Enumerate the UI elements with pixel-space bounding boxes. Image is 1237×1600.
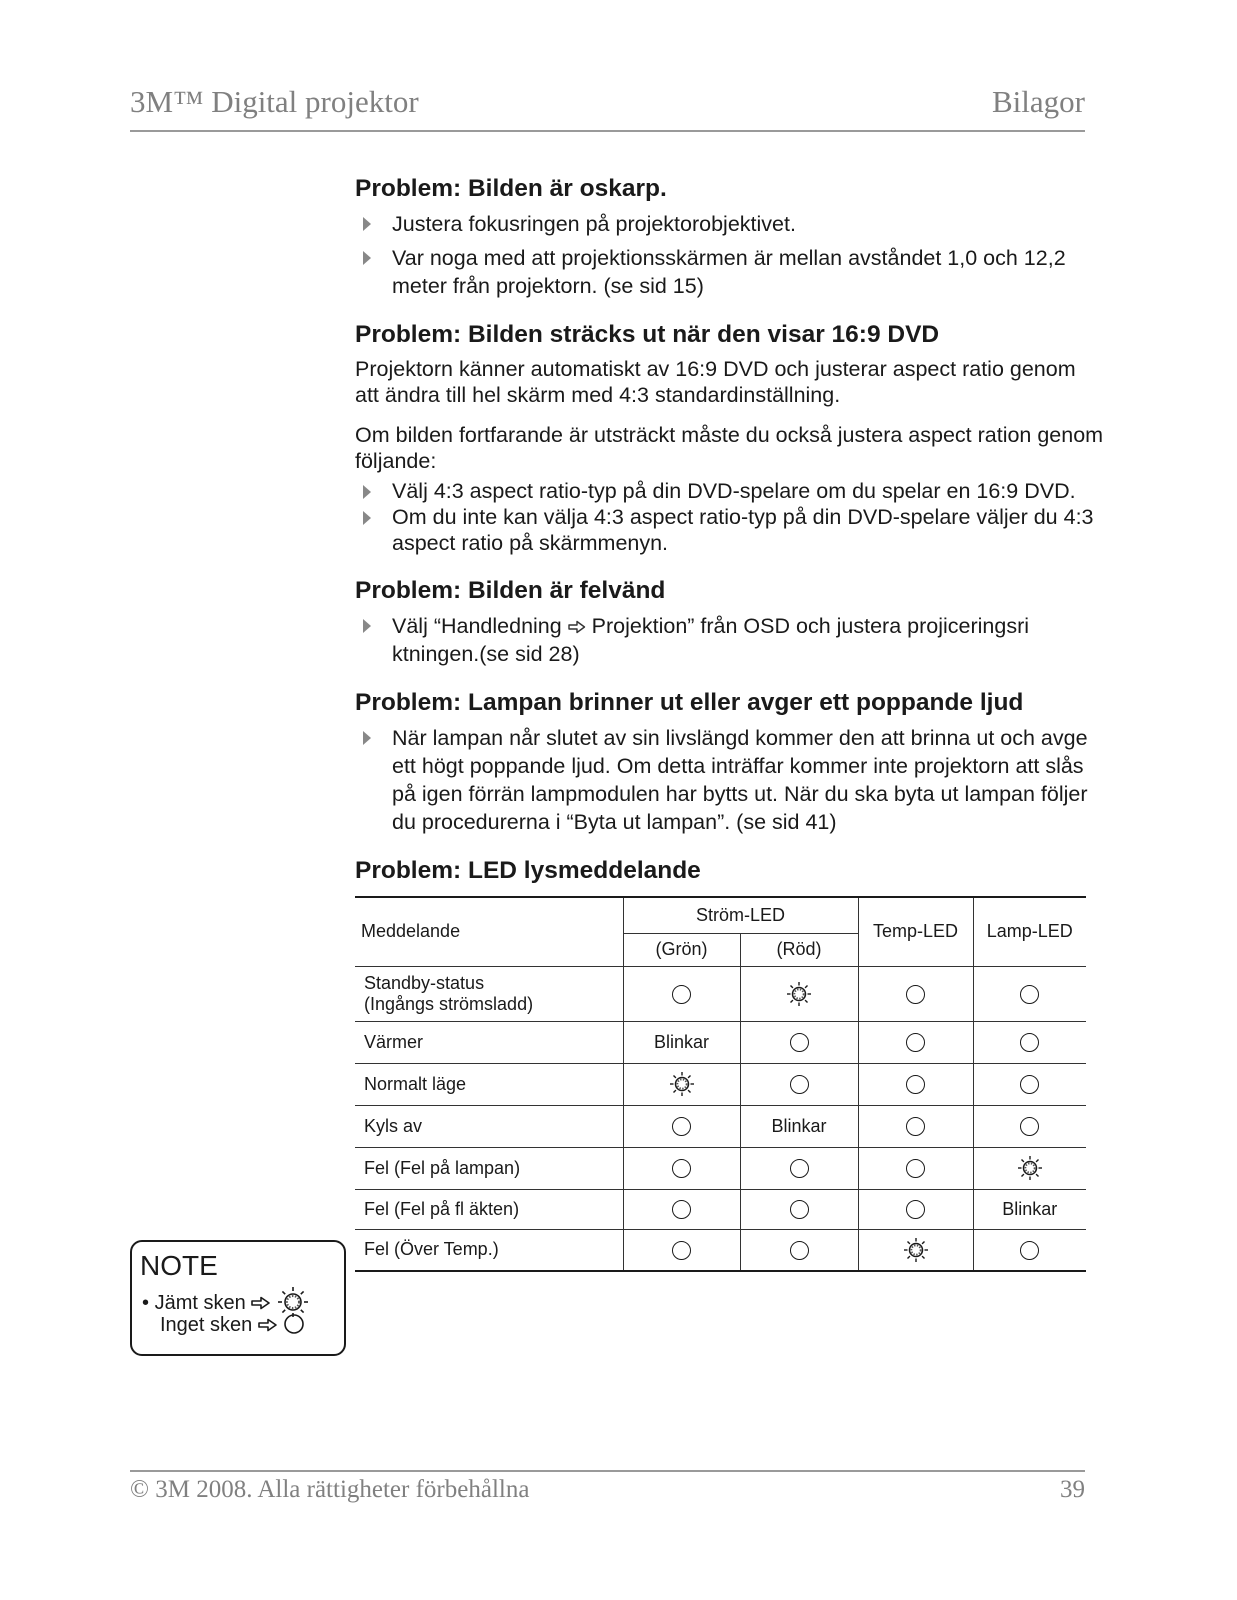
- led-table: [355, 896, 1086, 1272]
- led-cell: [858, 1189, 973, 1229]
- led-cell: [740, 1147, 858, 1189]
- note-title: NOTE: [140, 1250, 218, 1281]
- section-flipped: [355, 576, 1105, 668]
- led-on-icon: [669, 1071, 695, 1097]
- led-off-icon: [790, 1200, 809, 1219]
- led-off-icon: [283, 1313, 305, 1335]
- section-heading: Problem: Bilden är felvänd: [355, 577, 666, 604]
- document-title: 3M™ Digital projektor: [130, 84, 419, 119]
- col-lamp: Lamp-LED: [973, 897, 1086, 966]
- main-content: [355, 174, 1105, 1272]
- led-cell: [623, 1147, 740, 1189]
- led-cell: [973, 1021, 1086, 1063]
- led-off-icon: [1020, 1241, 1039, 1260]
- led-cell: [623, 1105, 740, 1147]
- right-arrow-icon: [568, 620, 586, 634]
- led-cell: Blinkar: [740, 1105, 858, 1147]
- row-label: Fel (Över Temp.): [355, 1229, 623, 1271]
- led-cell: [740, 1063, 858, 1105]
- section-heading: Problem: Bilden är oskarp.: [355, 175, 667, 202]
- led-off-icon: [672, 985, 691, 1004]
- led-off-icon: [790, 1033, 809, 1052]
- led-off-icon: [790, 1075, 809, 1094]
- col-green: (Grön): [623, 933, 740, 966]
- led-cell: [973, 966, 1086, 1021]
- row-label: Standby-status (Ingångs strömsladd): [355, 966, 623, 1021]
- table-row: [355, 1147, 1086, 1189]
- section-lamp: [355, 688, 1105, 836]
- led-off-icon: [906, 1075, 925, 1094]
- led-off-icon: [906, 1159, 925, 1178]
- led-cell: [623, 1229, 740, 1271]
- row-label: Värmer: [355, 1021, 623, 1063]
- bullet-list: [355, 724, 1105, 836]
- led-cell: [623, 1189, 740, 1229]
- section-stretched: [355, 320, 1105, 556]
- section-heading: Problem: LED lysmeddelande: [355, 857, 701, 884]
- led-cell: [623, 966, 740, 1021]
- none-label: Inget sken: [160, 1314, 253, 1336]
- steady-label: Jämt sken: [154, 1292, 246, 1314]
- led-cell: [858, 966, 973, 1021]
- bullet-dot: •: [142, 1292, 150, 1314]
- led-off-icon: [1020, 1075, 1039, 1094]
- led-off-icon: [1020, 1117, 1039, 1136]
- led-table-body: [355, 966, 1086, 1271]
- row-label: Fel (Fel på fl äkten): [355, 1189, 623, 1229]
- led-cell: Blinkar: [973, 1189, 1086, 1229]
- list-item: Justera fokusringen på projektorobjektivet.: [355, 210, 1105, 238]
- led-cell: [740, 966, 858, 1021]
- row-label: Normalt läge: [355, 1063, 623, 1105]
- section-heading: Problem: Lampan brinner ut eller avger ett poppande ljud: [355, 689, 1024, 716]
- led-cell: [623, 1063, 740, 1105]
- led-cell: Blinkar: [623, 1021, 740, 1063]
- led-off-icon: [672, 1241, 691, 1260]
- led-cell: [740, 1229, 858, 1271]
- led-cell: [858, 1147, 973, 1189]
- table-row: [355, 1105, 1086, 1147]
- led-off-icon: [672, 1200, 691, 1219]
- note-box: [130, 1240, 346, 1356]
- led-on-icon: [1017, 1155, 1043, 1181]
- right-arrow-icon: [258, 1318, 278, 1332]
- paragraph: Projektorn känner automatiskt av 16:9 DVD och justerar aspect ratio genom att ändra till hel skärm med 4:3 standardinställning.: [355, 357, 1076, 407]
- copyright: © 3M 2008. Alla rättigheter förbehållna: [130, 1476, 530, 1503]
- led-cell: [740, 1021, 858, 1063]
- led-on-icon: [903, 1237, 929, 1263]
- led-cell: [858, 1229, 973, 1271]
- list-item: Var noga med att projektionsskärmen är mellan avståndet 1,0 och 12,2 meter från projektorn. (se sid 15): [355, 244, 1105, 300]
- led-cell: [858, 1105, 973, 1147]
- section-title: Bilagor: [992, 84, 1085, 119]
- led-off-icon: [1020, 1033, 1039, 1052]
- bullet-list: [355, 210, 1105, 300]
- col-message: Meddelande: [355, 897, 623, 966]
- bullet-arrow-icon: [363, 619, 371, 633]
- led-cell: [858, 1021, 973, 1063]
- list-item: När lampan når slutet av sin livslängd kommer den att brinna ut och avge ett högt poppande ljud. Om detta inträffar kommer inte projektorn att slås på igen förrän lampmodulen har bytts ut. När du ska byta ut lampan följer du procedurerna i “Byta ut lampan”. (se sid 41): [355, 724, 1105, 836]
- led-off-icon: [906, 1117, 925, 1136]
- led-cell: [973, 1229, 1086, 1271]
- led-off-icon: [672, 1117, 691, 1136]
- bullet-list: [355, 612, 1105, 668]
- list-item: Om du inte kan välja 4:3 aspect ratio-typ på din DVD-spelare väljer du 4:3 aspect ratio på skärmmenyn.: [355, 504, 1105, 556]
- section-heading: Problem: Bilden sträcks ut när den visar 16:9 DVD: [355, 321, 940, 348]
- bullet-arrow-icon: [363, 217, 371, 231]
- col-power: Ström-LED: [623, 897, 858, 933]
- row-label: Kyls av: [355, 1105, 623, 1147]
- bullet-arrow-icon: [363, 511, 371, 525]
- led-off-icon: [906, 1200, 925, 1219]
- led-off-icon: [906, 1033, 925, 1052]
- col-temp: Temp-LED: [858, 897, 973, 966]
- page-footer: [130, 1470, 1085, 1503]
- list-item: Välj “Handledning Projektion” från OSD och justera projiceringsri ktningen.(se sid 28): [355, 612, 1105, 668]
- led-off-icon: [906, 985, 925, 1004]
- right-arrow-icon: [251, 1296, 271, 1310]
- led-cell: [973, 1105, 1086, 1147]
- table-row: [355, 966, 1086, 1021]
- led-off-icon: [1020, 985, 1039, 1004]
- led-cell: [858, 1063, 973, 1105]
- led-on-icon: [786, 981, 812, 1007]
- bullet-arrow-icon: [363, 485, 371, 499]
- bullet-arrow-icon: [363, 731, 371, 745]
- led-off-icon: [790, 1159, 809, 1178]
- page-header: [130, 84, 1085, 132]
- section-blurry: [355, 174, 1105, 300]
- led-cell: [740, 1189, 858, 1229]
- col-red: (Röd): [740, 933, 858, 966]
- led-cell: [973, 1063, 1086, 1105]
- bullet-arrow-icon: [363, 251, 371, 265]
- paragraph: Om bilden fortfarande är utsträckt måste du också justera aspect ration genom följande:: [355, 423, 1104, 473]
- table-row: [355, 1063, 1086, 1105]
- led-off-icon: [790, 1241, 809, 1260]
- page-number: 39: [1060, 1476, 1085, 1503]
- table-row: [355, 1189, 1086, 1229]
- list-item: Välj 4:3 aspect ratio-typ på din DVD-spelare om du spelar en 16:9 DVD.: [355, 478, 1105, 504]
- section-led: [355, 856, 1105, 1272]
- table-row: [355, 1021, 1086, 1063]
- led-cell: [973, 1147, 1086, 1189]
- led-off-icon: [672, 1159, 691, 1178]
- table-row: [355, 1229, 1086, 1271]
- note-none-row: [160, 1313, 305, 1337]
- row-label: Fel (Fel på lampan): [355, 1147, 623, 1189]
- bullet-list: [355, 478, 1105, 556]
